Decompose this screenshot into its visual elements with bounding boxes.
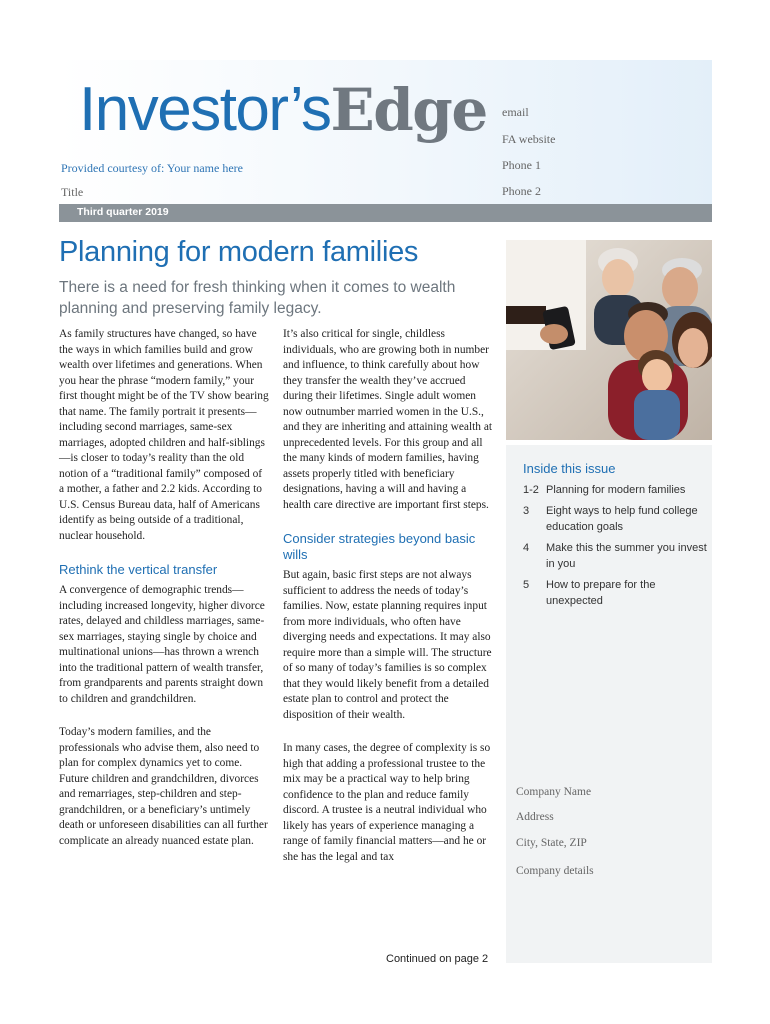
toc-item[interactable] [523,482,708,499]
article-headline: Planning for modern families [59,236,419,268]
website-link[interactable]: FA website [502,132,556,146]
paragraph: But again, basic first steps are not always sufficient to address the needs of today’s families. Now, estate planning requires input from more individuals, who often have diverging needs and expectations. It may also require more than a simple will. The structure of so many of today’s families is so complex that they would likely benefit from a detailed estate plan to control and protect the disposition of their wealth. [283,569,492,721]
phone-1: Phone 1 [502,158,541,172]
quarter-label: Third quarter 2019 [77,206,169,218]
toc-page: 3 [523,504,530,517]
toc-page: 4 [523,541,530,554]
family-photo [506,240,712,440]
continued-note: Continued on page 2 [386,953,489,965]
article-subhead: There is a need for fresh thinking when it comes to wealth planning and preserving family legacy. [59,279,456,317]
inside-title: Inside this issue [523,461,616,476]
masthead [59,60,712,204]
paragraph: Today’s modern families, and the professionals who advise them, also need to plan for complex dynamics yet to come. Future children and grandchildren, divorces and remarriages, step-children and step-grandchildren, or a beneficiary’s untimely death or unforeseen disabilities can all further complicate an already nuanced estate plan. [59,726,268,847]
toc-page: 5 [523,578,530,591]
paragraph: In many cases, the degree of complexity is so high that adding a professional trustee to the mix may be a practical way to help bring confidence to the plan and reduce family discord. A trustee is a neutral individual who likely has years of experience managing a range of family financial matters—and he or she has the legal and tax [283,742,491,863]
toc-title: Make this the summer you invest in you [546,541,707,570]
paragraph: It’s also critical for single, childless individuals, who are growing both in number and influence, to think carefully about how they transfer the wealth they’ve accrued during their lifetimes. Single adult women now outnumber married women in the U.S., and they are inheriting and attaining wealth at unprecedented levels. For this group and all the many kinds of modern families, having assets properly titled with beneficiary designations, having a will and having a health care directive are important first steps. [283,328,493,511]
section-heading-strategies: Consider strategies beyond basic wills [283,531,476,562]
toc-title: Eight ways to help fund college education goals [546,504,698,533]
paragraph: A convergence of demographic trends—including increased longevity, higher divorce rates, delayed and childless marriages, same-sex marriages, staying single by choice and multinational unions—has thrown a wrench into the traditional pattern of wealth transfer, from grandparents and parents straight down to children and grandchildren. [59,584,265,705]
brand-bold: Edge [330,76,487,144]
paragraph: As family structures have changed, so have the ways in which families build and grow wealth over lifetimes and generations. When you hear the phrase “modern family,” your first thought might be of the TV show bearing that name. The family portrait it presents—including second marriages, same-sex marriages, adopted children and half-siblings—is closer to today’s reality than the old notion of a “traditional family” composed of a mother, a father and 2.2 kids. According to U.S. Census Bureau data, half of Americans identify as being outside of a traditional, nuclear household. [59,328,269,542]
toc-item[interactable] [523,540,708,573]
toc-list [523,482,708,614]
phone-2: Phone 2 [502,184,541,198]
email-link[interactable]: email [502,105,529,119]
brand-light: Investor’s [79,75,331,144]
advisor-title: Title [61,185,84,199]
article-column-2 [283,327,493,865]
toc-item[interactable] [523,503,708,536]
inside-this-issue-panel [506,445,712,963]
toc-item[interactable] [523,577,708,610]
courtesy-line: Provided courtesy of: Your name here [61,161,243,175]
company-details: Company details [516,865,594,877]
brand-logo [79,74,487,146]
section-heading-vertical-transfer: Rethink the vertical transfer [59,562,218,577]
article-column-1 [59,327,269,849]
quarter-bar [59,204,712,222]
company-name: Company Name [516,786,592,798]
toc-title: How to prepare for the unexpected [546,578,656,607]
company-address: Address [516,811,554,823]
company-city: City, State, ZIP [516,837,587,849]
toc-title: Planning for modern families [546,484,686,496]
toc-page: 1-2 [523,484,539,496]
